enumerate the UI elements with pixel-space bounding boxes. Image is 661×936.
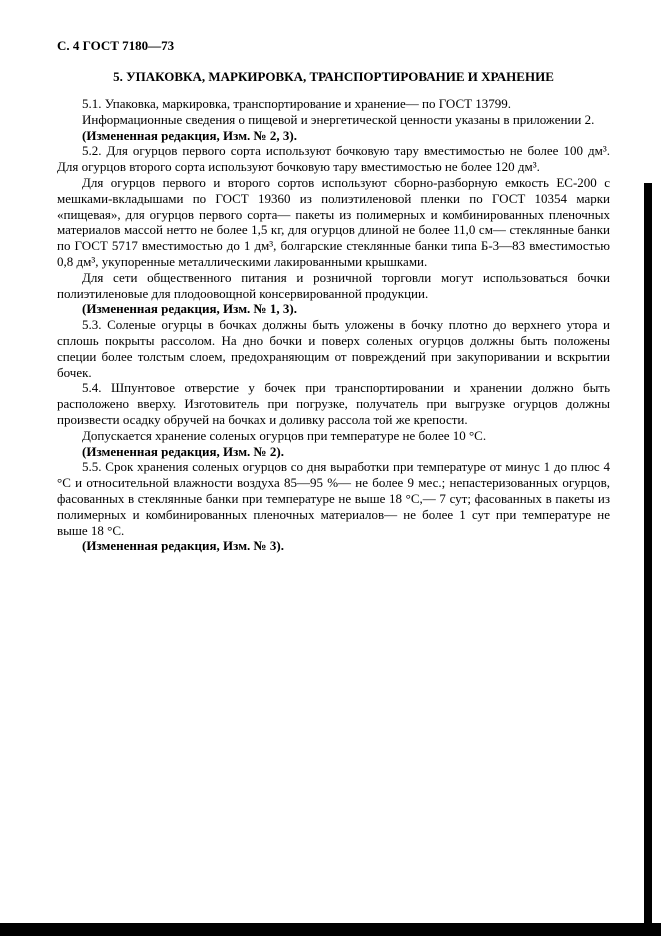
scan-edge-bottom <box>0 923 661 936</box>
page-header: С. 4 ГОСТ 7180—73 <box>57 38 175 53</box>
paragraph-5-1-note: Информационные сведения о пищевой и энергетической ценности указаны в приложении 2. <box>82 111 595 127</box>
paragraph-5-2-continuation-1: Для огурцов первого и второго сортов используют сборно-разборную емкость ЕС-200 с мешками-вкладышами по ГОСТ 19360 из полиэтиленовой пленки по ГОСТ 10354 марки «пищевая», для огурцов первого сорта— пакеты из полимерных и комбинированных пленочных материалов массой нетто не более 1,5 кг, для огурцов длиной не более 11,0 см— стеклянные банки по ГОСТ 5717 вместимостью до 1 дм³, болгарские стеклянные банки типа Б-3—83 вместимостью 0,8 дм³, укупоренные металлическими лакированными крышками. <box>57 174 610 269</box>
paragraph-5-4: 5.4. Шпунтовое отверстие у бочек при транспортировании и хранении должно быть расположено вверху. Изготовитель при погрузке, получатель при выгрузке огурцов должны произвести осадку обручей на бочках и доливку рассола той же крепости. <box>57 380 610 427</box>
paragraph-5-2: 5.2. Для огурцов первого сорта используют бочковую тару вместимостью не более 100 дм³. Для огурцов второго сорта используют бочковую тару вместимостью не более 120 дм³. <box>57 143 610 175</box>
paragraph-5-2-amendment-note: (Измененная редакция, Изм. № 1, 3). <box>82 301 297 317</box>
paragraph-5-1-amendment-note: (Измененная редакция, Изм. № 2, 3). <box>82 127 297 143</box>
paragraph-5-5: 5.5. Срок хранения соленых огурцов со дня выработки при температуре от минус 1 до плюс 4 °С и относительной влажности воздуха 85—95 %— не более 9 мес.; непастеризованных огурцов, фасованных в стеклянные банки при температуре не выше 18 °С,— 7 сут; фасованных в пакеты из полимерных и комбинированных пленочных материалов— не более 1 сут при температуре не выше 18 °С. <box>57 459 610 538</box>
paragraph-5-4-amendment-note: (Измененная редакция, Изм. № 2). <box>82 443 284 459</box>
paragraph-5-5-amendment-note: (Измененная редакция, Изм. № 3). <box>82 538 284 554</box>
paragraph-5-2-continuation-2: Для сети общественного питания и розничной торговли могут использоваться бочки полиэтиленовые для плодоовощной консервированной продукции. <box>57 269 610 301</box>
section-title: 5. УПАКОВКА, МАРКИРОВКА, ТРАНСПОРТИРОВАНИЕ И ХРАНЕНИЕ <box>113 69 554 84</box>
paragraph-5-4-note: Допускается хранение соленых огурцов при температуре не более 10 °С. <box>82 427 487 443</box>
paragraph-5-3: 5.3. Соленые огурцы в бочках должны быть уложены в бочку плотно до верхнего утора и сплошь покрыты рассолом. На дно бочки и поверх соленых огурцов должны быть положены специи более толстым слоем, предохраняющим от повреждений при закупоривании и вскрытии бочек. <box>57 317 610 380</box>
paragraph-5-1: 5.1. Упаковка, маркировка, транспортирование и хранение— по ГОСТ 13799. <box>82 96 512 111</box>
page-content <box>57 38 610 554</box>
scan-edge-right <box>644 183 652 936</box>
